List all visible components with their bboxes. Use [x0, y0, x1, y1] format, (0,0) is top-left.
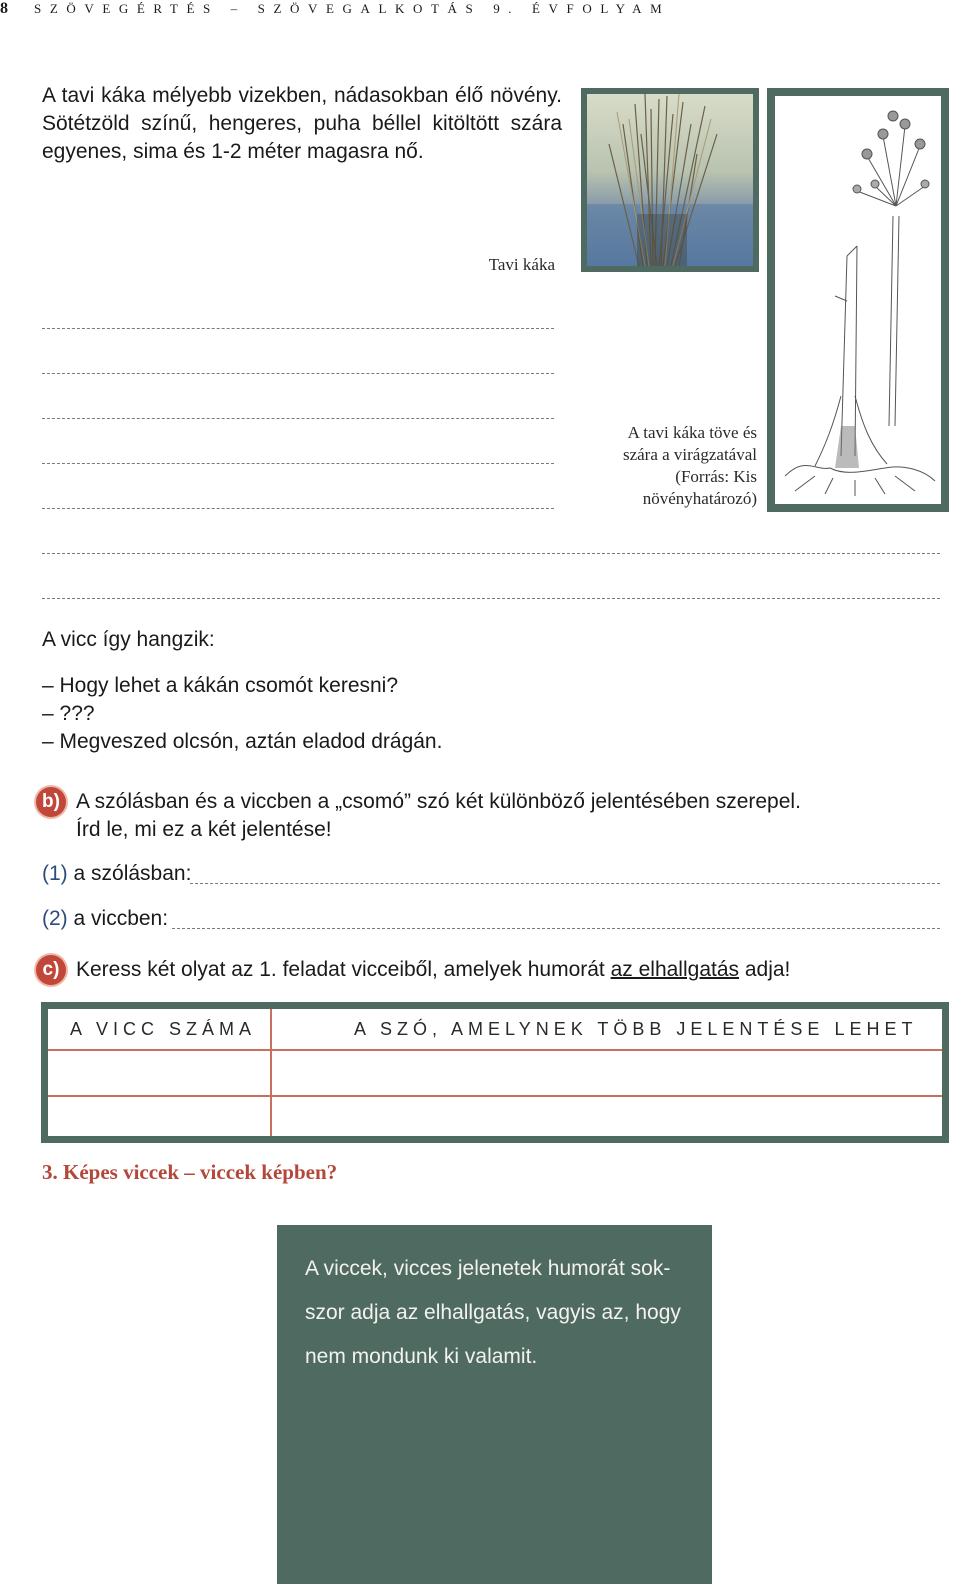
task-b-line: Írd le, mi ez a két jelentése! — [76, 818, 332, 841]
drawing-caption-line: (Forrás: Kis — [675, 467, 757, 486]
item-label: a viccben: — [73, 907, 169, 930]
page-number: 8 — [0, 0, 8, 17]
table-cell[interactable] — [48, 1051, 270, 1095]
botanical-drawing-frame — [767, 88, 949, 512]
table-header-word: A SZÓ, AMELYNEK TÖBB JELENTÉSE LEHET — [354, 1019, 918, 1039]
joke-dialogue — [42, 672, 442, 756]
intro-paragraph: A tavi káka mélyebb vizekben, nádasokban élő növény. Sötétzöld színű, hengeres, puha béllel kitöltött szára egyenes, sima és 1-2 méter magasra nő. — [42, 84, 562, 163]
answer-line[interactable] — [42, 553, 940, 554]
joke-line: – Hogy lehet a kákán csomót keresni? — [42, 674, 399, 697]
item-label: a szólásban: — [73, 862, 192, 885]
task-c-underlined: az elhallgatás — [610, 958, 740, 981]
joke-line: – ??? — [42, 702, 95, 725]
task-b-line: A szólásban és a viccben a „csomó” szó két különböző jelentésében szerepel. — [76, 790, 801, 813]
table-cell[interactable] — [272, 1097, 942, 1136]
drawing-caption — [577, 422, 757, 510]
answer-line[interactable] — [42, 328, 554, 329]
info-box — [277, 1225, 712, 1584]
answer-line[interactable] — [42, 373, 554, 374]
item-number: (2) — [42, 907, 68, 930]
table-cell[interactable] — [272, 1051, 942, 1095]
task-c-instruction — [76, 956, 790, 984]
answer-line[interactable] — [42, 508, 554, 509]
answer-line[interactable] — [172, 928, 940, 929]
task-c-text: adja! — [739, 958, 791, 981]
botanical-drawing — [775, 96, 941, 504]
task-c-badge: c) — [36, 955, 66, 985]
info-line: A viccek, vicces jelenetek humorát sok- — [305, 1257, 671, 1280]
info-text — [305, 1247, 685, 1379]
drawing-caption-line: A tavi káka töve és — [627, 423, 757, 442]
table-cell[interactable] — [48, 1097, 270, 1136]
task-b-instruction — [76, 788, 801, 844]
answer-item-1 — [42, 860, 191, 888]
joke-intro: A vicc így hangzik: — [42, 628, 215, 651]
drawing-caption-line: szára a virágzatával — [622, 445, 757, 464]
info-line: nem mondunk ki valamit. — [305, 1345, 538, 1368]
answer-line[interactable] — [42, 463, 554, 464]
answer-table — [41, 1002, 949, 1143]
answer-line[interactable] — [42, 418, 554, 419]
answer-table-body — [48, 1009, 942, 1136]
task-b-badge: b) — [36, 787, 66, 817]
task-c-text: Keress két olyat az 1. feladat vicceiből, amelyek humorát — [76, 958, 611, 981]
answer-line[interactable] — [190, 883, 940, 884]
item-number: (1) — [42, 862, 68, 885]
answer-item-2 — [42, 905, 168, 933]
reed-photo-frame — [581, 88, 759, 272]
joke-line: – Megveszed olcsón, aztán eladod drágán. — [42, 730, 443, 753]
info-line: szor adja az elhallgatás, vagyis az, hogy — [305, 1301, 681, 1324]
running-header: SZÖVEGÉRTÉS – SZÖVEGALKOTÁS 9. ÉVFOLYAM — [34, 1, 671, 16]
table-header-joke-number: A VICC SZÁMA — [70, 1019, 257, 1039]
reed-photo — [587, 94, 753, 266]
drawing-caption-line: növényhatározó) — [642, 489, 757, 508]
answer-line[interactable] — [42, 598, 940, 599]
photo-caption: Tavi káka — [488, 255, 555, 274]
section-title: 3. Képes viccek – viccek képben? — [42, 1160, 338, 1184]
